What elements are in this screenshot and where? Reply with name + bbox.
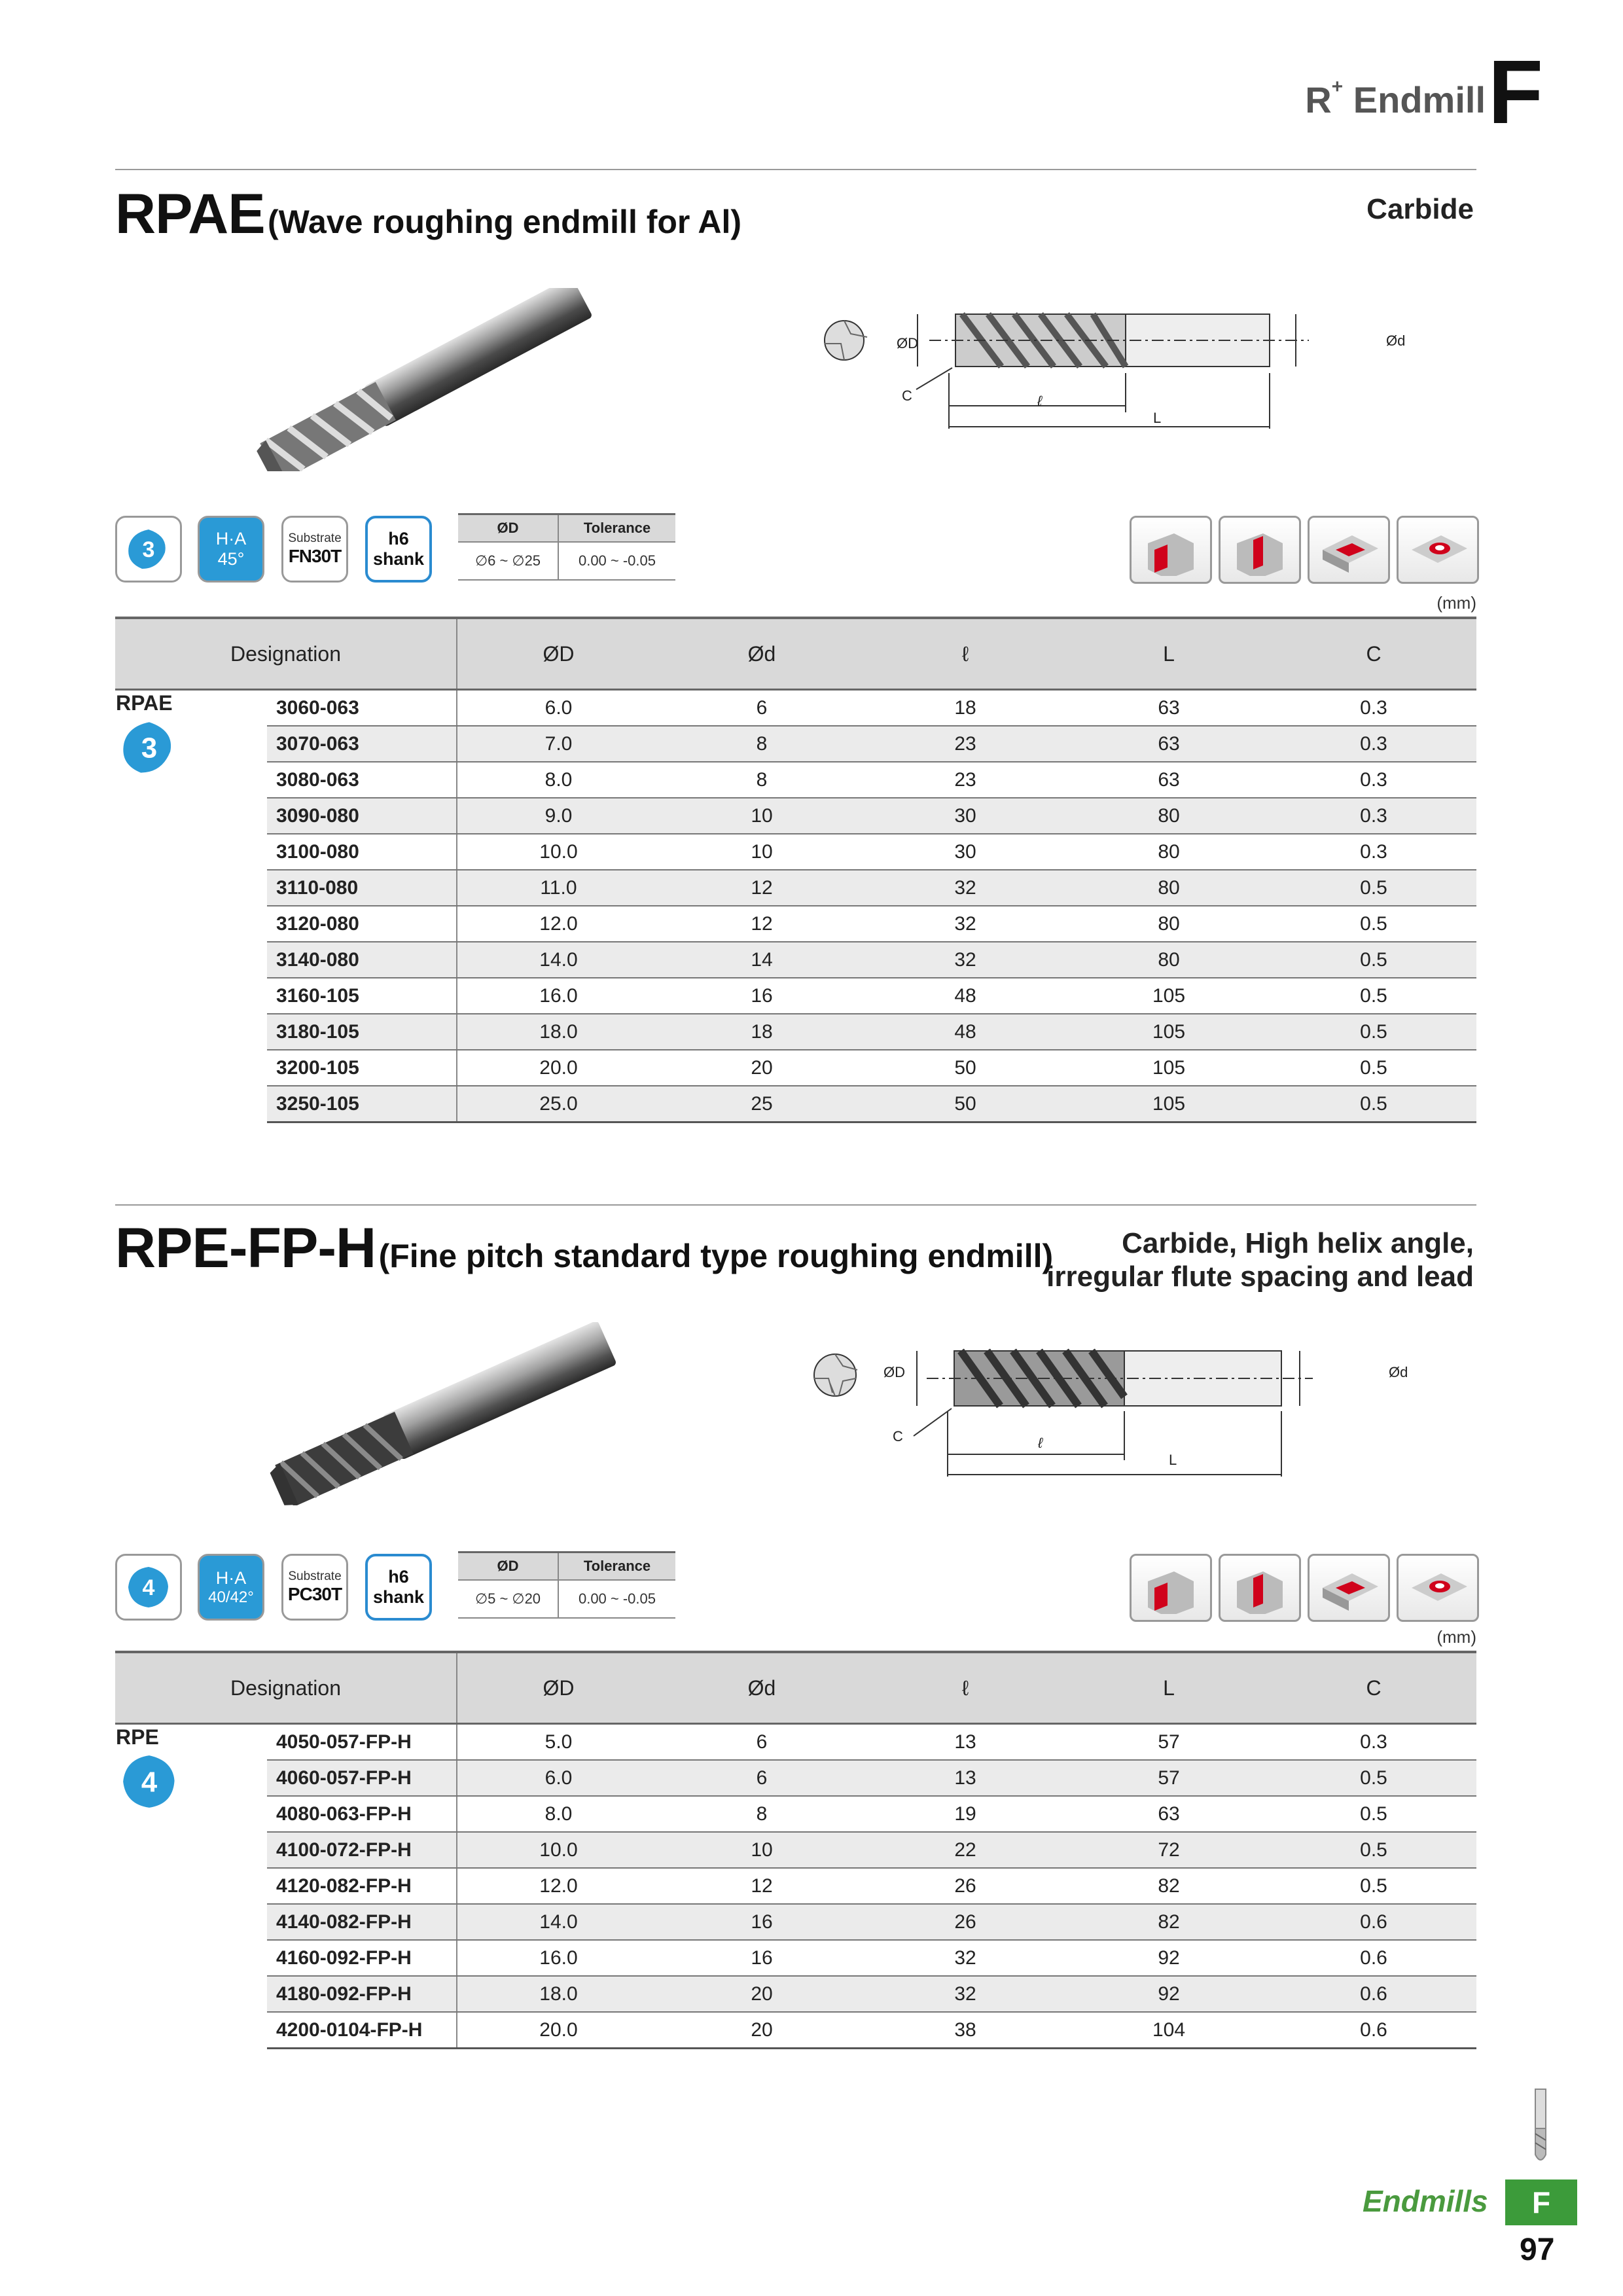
flute-length-cell: 26 bbox=[864, 1868, 1067, 1904]
chamfer-cell: 0.5 bbox=[1271, 978, 1476, 1014]
overall-length-cell: 92 bbox=[1067, 1940, 1271, 1976]
table-row bbox=[115, 1014, 1476, 1050]
chamfer-cell: 0.5 bbox=[1271, 1760, 1476, 1796]
flute-length-cell: 32 bbox=[864, 870, 1067, 906]
flute-length-cell: 48 bbox=[864, 1014, 1067, 1050]
rpae-dim-L: L bbox=[1153, 410, 1162, 426]
overall-length-cell: 57 bbox=[1067, 1724, 1271, 1761]
series-name: RPAE bbox=[116, 691, 173, 715]
rpae-tolerance-table: ØD Tolerance ∅6 ~ ∅25 0.00 ~ -0.05 bbox=[458, 513, 675, 581]
designation-cell: 3250-105 bbox=[267, 1086, 457, 1122]
plunge-milling-icon bbox=[1397, 1554, 1479, 1622]
overall-length-cell: 92 bbox=[1067, 1976, 1271, 2012]
table-row bbox=[115, 690, 1476, 726]
col-L: L bbox=[1067, 1652, 1271, 1724]
shank-d-cell: 8 bbox=[660, 762, 864, 798]
shank-d-cell: 10 bbox=[660, 834, 864, 870]
flute-length-cell: 38 bbox=[864, 2012, 1067, 2049]
od-cell: 18.0 bbox=[457, 1976, 660, 2012]
rpae-product-image bbox=[236, 288, 602, 471]
shank-d-cell: 10 bbox=[660, 798, 864, 834]
pocket-milling-icon bbox=[1308, 516, 1390, 584]
chamfer-cell: 0.5 bbox=[1271, 1014, 1476, 1050]
substrate-badge: Substrate PC30T bbox=[281, 1554, 348, 1621]
od-cell: 14.0 bbox=[457, 942, 660, 978]
col-D: ØD bbox=[457, 1652, 660, 1724]
rpae-dim-C: C bbox=[902, 387, 912, 404]
flute-length-cell: 32 bbox=[864, 1976, 1067, 2012]
flute-length-cell: 30 bbox=[864, 834, 1067, 870]
table-row bbox=[115, 1976, 1476, 2012]
chamfer-cell: 0.5 bbox=[1271, 870, 1476, 906]
chamfer-cell: 0.6 bbox=[1271, 1976, 1476, 2012]
overall-length-cell: 105 bbox=[1067, 978, 1271, 1014]
rpe-product-image bbox=[255, 1322, 622, 1505]
flute-length-cell: 26 bbox=[864, 1904, 1067, 1940]
od-cell: 11.0 bbox=[457, 870, 660, 906]
col-designation: Designation bbox=[115, 1652, 457, 1724]
chamfer-cell: 0.3 bbox=[1271, 798, 1476, 834]
shank-d-cell: 8 bbox=[660, 726, 864, 762]
slot-milling-icon bbox=[1219, 1554, 1301, 1622]
shank-badge: h6 shank bbox=[365, 516, 432, 583]
od-cell: 20.0 bbox=[457, 1050, 660, 1086]
designation-cell: 4100-072-FP-H bbox=[267, 1832, 457, 1868]
od-cell: 6.0 bbox=[457, 690, 660, 726]
rpae-title: RPAE (Wave roughing endmill for Al) bbox=[115, 183, 742, 245]
col-L: L bbox=[1067, 618, 1271, 690]
flute-length-cell: 32 bbox=[864, 942, 1067, 978]
rpae-dim-D: ØD bbox=[897, 335, 918, 351]
series-label bbox=[115, 690, 267, 1122]
od-cell: 5.0 bbox=[457, 1724, 660, 1761]
designation-cell: 3100-080 bbox=[267, 834, 457, 870]
rpae-dim-l: ℓ bbox=[1037, 393, 1043, 409]
flute-length-cell: 13 bbox=[864, 1760, 1067, 1796]
flute-length-cell: 50 bbox=[864, 1086, 1067, 1122]
helix-angle-icon: H·A 40/42° bbox=[198, 1554, 264, 1621]
designation-cell: 3180-105 bbox=[267, 1014, 457, 1050]
svg-text:3: 3 bbox=[142, 537, 155, 562]
col-C: C bbox=[1271, 1652, 1476, 1724]
table-row bbox=[115, 1940, 1476, 1976]
shank-d-cell: 6 bbox=[660, 1724, 864, 1761]
helix-angle-icon: H·A 45° bbox=[198, 516, 264, 583]
rpae-unit: (mm) bbox=[1436, 593, 1476, 613]
overall-length-cell: 80 bbox=[1067, 942, 1271, 978]
flute-count-icon bbox=[120, 1752, 179, 1811]
col-designation: Designation bbox=[115, 618, 457, 690]
rpae-dim-d: Ød bbox=[1386, 332, 1406, 349]
rpe-spec-table bbox=[115, 1651, 1476, 2049]
svg-text:4: 4 bbox=[141, 1766, 158, 1799]
svg-text:4: 4 bbox=[142, 1575, 155, 1600]
chamfer-cell: 0.3 bbox=[1271, 726, 1476, 762]
table-row bbox=[115, 798, 1476, 834]
overall-length-cell: 72 bbox=[1067, 1832, 1271, 1868]
designation-cell: 3110-080 bbox=[267, 870, 457, 906]
od-cell: 9.0 bbox=[457, 798, 660, 834]
overall-length-cell: 80 bbox=[1067, 834, 1271, 870]
rpe-dim-l: ℓ bbox=[1038, 1435, 1043, 1451]
overall-length-cell: 80 bbox=[1067, 906, 1271, 942]
rpe-dim-D: ØD bbox=[883, 1364, 905, 1380]
table-row bbox=[115, 1050, 1476, 1086]
designation-cell: 4140-082-FP-H bbox=[267, 1904, 457, 1940]
designation-cell: 3060-063 bbox=[267, 690, 457, 726]
rpae-spec-table bbox=[115, 617, 1476, 1123]
rpe-tolerance-table: ØD Tolerance ∅5 ~ ∅20 0.00 ~ -0.05 bbox=[458, 1551, 675, 1619]
overall-length-cell: 105 bbox=[1067, 1086, 1271, 1122]
overall-length-cell: 82 bbox=[1067, 1904, 1271, 1940]
flute-length-cell: 18 bbox=[864, 690, 1067, 726]
chamfer-cell: 0.6 bbox=[1271, 1904, 1476, 1940]
rpe-material: Carbide, High helix angle, irregular flute spacing and lead bbox=[1046, 1227, 1474, 1293]
series-name: RPE bbox=[116, 1725, 159, 1749]
flute-count-icon bbox=[120, 718, 179, 777]
designation-cell: 3080-063 bbox=[267, 762, 457, 798]
shank-d-cell: 14 bbox=[660, 942, 864, 978]
shank-d-cell: 8 bbox=[660, 1796, 864, 1832]
col-d: Ød bbox=[660, 618, 864, 690]
substrate-badge: Substrate FN30T bbox=[281, 516, 348, 583]
shank-d-cell: 10 bbox=[660, 1832, 864, 1868]
table-row bbox=[115, 870, 1476, 906]
od-cell: 8.0 bbox=[457, 762, 660, 798]
col-d: Ød bbox=[660, 1652, 864, 1724]
series-label bbox=[115, 1724, 267, 2049]
chamfer-cell: 0.6 bbox=[1271, 2012, 1476, 2049]
col-D: ØD bbox=[457, 618, 660, 690]
flute-length-cell: 19 bbox=[864, 1796, 1067, 1832]
designation-cell: 3160-105 bbox=[267, 978, 457, 1014]
shank-d-cell: 20 bbox=[660, 2012, 864, 2049]
ball-endmill-icon bbox=[1527, 2088, 1554, 2166]
shank-d-cell: 25 bbox=[660, 1086, 864, 1122]
flute-length-cell: 32 bbox=[864, 906, 1067, 942]
chamfer-cell: 0.5 bbox=[1271, 1050, 1476, 1086]
flute-length-cell: 48 bbox=[864, 978, 1067, 1014]
table-row bbox=[115, 1724, 1476, 1761]
col-C: C bbox=[1271, 618, 1476, 690]
chamfer-cell: 0.5 bbox=[1271, 1868, 1476, 1904]
chamfer-cell: 0.5 bbox=[1271, 1086, 1476, 1122]
shank-d-cell: 18 bbox=[660, 1014, 864, 1050]
overall-length-cell: 105 bbox=[1067, 1050, 1271, 1086]
flute-length-cell: 22 bbox=[864, 1832, 1067, 1868]
designation-cell: 4200-0104-FP-H bbox=[267, 2012, 457, 2049]
shoulder-milling-icon bbox=[1130, 1554, 1212, 1622]
rpe-dimension-drawing bbox=[796, 1333, 1444, 1490]
designation-cell: 3120-080 bbox=[267, 906, 457, 942]
od-cell: 8.0 bbox=[457, 1796, 660, 1832]
shank-d-cell: 6 bbox=[660, 1760, 864, 1796]
overall-length-cell: 63 bbox=[1067, 726, 1271, 762]
od-cell: 10.0 bbox=[457, 834, 660, 870]
designation-cell: 4050-057-FP-H bbox=[267, 1724, 457, 1761]
overall-length-cell: 63 bbox=[1067, 1796, 1271, 1832]
col-l: ℓ bbox=[864, 1652, 1067, 1724]
shank-d-cell: 20 bbox=[660, 1050, 864, 1086]
designation-cell: 3090-080 bbox=[267, 798, 457, 834]
shank-d-cell: 12 bbox=[660, 1868, 864, 1904]
designation-cell: 4180-092-FP-H bbox=[267, 1976, 457, 2012]
designation-cell: 4120-082-FP-H bbox=[267, 1868, 457, 1904]
col-l: ℓ bbox=[864, 618, 1067, 690]
shank-d-cell: 12 bbox=[660, 906, 864, 942]
table-row bbox=[115, 978, 1476, 1014]
footer-section-label: Endmills bbox=[1363, 2184, 1488, 2218]
rpae-material: Carbide bbox=[1366, 193, 1474, 225]
table-row bbox=[115, 1760, 1476, 1796]
shank-d-cell: 16 bbox=[660, 1904, 864, 1940]
overall-length-cell: 104 bbox=[1067, 2012, 1271, 2049]
od-cell: 20.0 bbox=[457, 2012, 660, 2049]
chamfer-cell: 0.6 bbox=[1271, 1940, 1476, 1976]
table-row bbox=[115, 834, 1476, 870]
flute-length-cell: 23 bbox=[864, 726, 1067, 762]
od-cell: 12.0 bbox=[457, 906, 660, 942]
chamfer-cell: 0.5 bbox=[1271, 906, 1476, 942]
designation-cell: 3070-063 bbox=[267, 726, 457, 762]
designation-cell: 4060-057-FP-H bbox=[267, 1760, 457, 1796]
shank-d-cell: 12 bbox=[660, 870, 864, 906]
table-row bbox=[115, 2012, 1476, 2049]
table-row bbox=[115, 1904, 1476, 1940]
chamfer-cell: 0.5 bbox=[1271, 1796, 1476, 1832]
od-cell: 12.0 bbox=[457, 1868, 660, 1904]
table-row bbox=[115, 1868, 1476, 1904]
chapter-letter: F bbox=[1488, 42, 1543, 143]
rpe-dim-L: L bbox=[1169, 1452, 1177, 1468]
shank-d-cell: 20 bbox=[660, 1976, 864, 2012]
shank-d-cell: 6 bbox=[660, 690, 864, 726]
flute-count-icon bbox=[115, 1554, 182, 1621]
designation-cell: 4160-092-FP-H bbox=[267, 1940, 457, 1976]
table-row bbox=[115, 762, 1476, 798]
plunge-milling-icon bbox=[1397, 516, 1479, 584]
chamfer-cell: 0.3 bbox=[1271, 762, 1476, 798]
rpae-dimension-drawing bbox=[812, 288, 1440, 445]
od-cell: 7.0 bbox=[457, 726, 660, 762]
flute-length-cell: 23 bbox=[864, 762, 1067, 798]
shoulder-milling-icon bbox=[1130, 516, 1212, 584]
table-row bbox=[115, 942, 1476, 978]
flute-length-cell: 13 bbox=[864, 1724, 1067, 1761]
section-divider bbox=[115, 1204, 1476, 1206]
page-number: 97 bbox=[1520, 2233, 1555, 2267]
od-cell: 25.0 bbox=[457, 1086, 660, 1122]
flute-length-cell: 50 bbox=[864, 1050, 1067, 1086]
od-cell: 14.0 bbox=[457, 1904, 660, 1940]
od-cell: 16.0 bbox=[457, 1940, 660, 1976]
table-row bbox=[115, 726, 1476, 762]
chamfer-cell: 0.5 bbox=[1271, 942, 1476, 978]
pocket-milling-icon bbox=[1308, 1554, 1390, 1622]
slot-milling-icon bbox=[1219, 516, 1301, 584]
overall-length-cell: 80 bbox=[1067, 870, 1271, 906]
flute-count-icon bbox=[115, 516, 182, 583]
overall-length-cell: 105 bbox=[1067, 1014, 1271, 1050]
rpe-title: RPE-FP-H (Fine pitch standard type roughing endmill) bbox=[115, 1217, 1054, 1280]
chapter-title: R+ Endmill bbox=[1305, 76, 1486, 120]
table-row bbox=[115, 1832, 1476, 1868]
overall-length-cell: 63 bbox=[1067, 762, 1271, 798]
designation-cell: 3200-105 bbox=[267, 1050, 457, 1086]
overall-length-cell: 82 bbox=[1067, 1868, 1271, 1904]
table-row bbox=[115, 1086, 1476, 1122]
svg-text:3: 3 bbox=[141, 732, 158, 764]
flute-length-cell: 30 bbox=[864, 798, 1067, 834]
rpe-dim-C: C bbox=[893, 1428, 903, 1444]
table-row bbox=[115, 1796, 1476, 1832]
od-cell: 6.0 bbox=[457, 1760, 660, 1796]
od-cell: 10.0 bbox=[457, 1832, 660, 1868]
shank-badge: h6 shank bbox=[365, 1554, 432, 1621]
rpe-unit: (mm) bbox=[1436, 1627, 1476, 1647]
chamfer-cell: 0.5 bbox=[1271, 1832, 1476, 1868]
footer-section-tab: F bbox=[1505, 2179, 1577, 2225]
designation-cell: 3140-080 bbox=[267, 942, 457, 978]
header-divider bbox=[115, 169, 1476, 170]
chamfer-cell: 0.3 bbox=[1271, 834, 1476, 870]
overall-length-cell: 57 bbox=[1067, 1760, 1271, 1796]
od-cell: 16.0 bbox=[457, 978, 660, 1014]
chamfer-cell: 0.3 bbox=[1271, 690, 1476, 726]
overall-length-cell: 63 bbox=[1067, 690, 1271, 726]
flute-length-cell: 32 bbox=[864, 1940, 1067, 1976]
rpe-dim-d: Ød bbox=[1389, 1364, 1408, 1380]
overall-length-cell: 80 bbox=[1067, 798, 1271, 834]
chamfer-cell: 0.3 bbox=[1271, 1724, 1476, 1761]
table-row bbox=[115, 906, 1476, 942]
shank-d-cell: 16 bbox=[660, 978, 864, 1014]
shank-d-cell: 16 bbox=[660, 1940, 864, 1976]
designation-cell: 4080-063-FP-H bbox=[267, 1796, 457, 1832]
od-cell: 18.0 bbox=[457, 1014, 660, 1050]
